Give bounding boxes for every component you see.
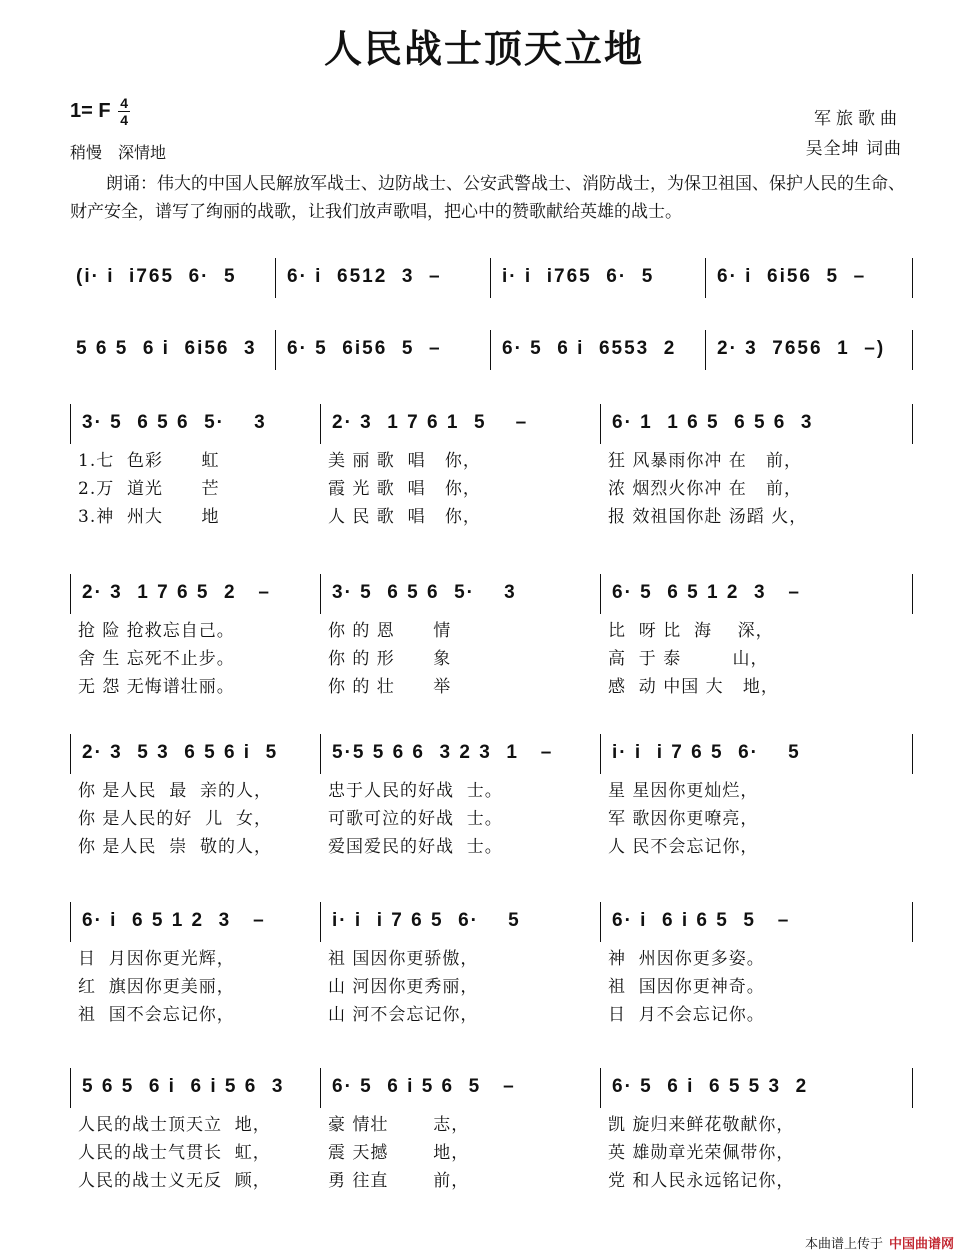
measure: 6· 5 6 5 1 2 3 – — [612, 582, 801, 603]
barline — [490, 330, 491, 370]
measure: i· i i 7 6 5 6· 5 — [332, 910, 521, 931]
lyric-line — [50, 500, 920, 528]
lyric-line — [50, 830, 920, 858]
key-label: 1= F — [70, 99, 111, 122]
barline — [912, 404, 913, 444]
lyric-segment: 豪 情壮 志， — [328, 1115, 470, 1135]
measure: 6· i 6 i 6 5 5 – — [612, 910, 791, 931]
footer-text: 本曲谱上传于 — [804, 1236, 883, 1251]
barline — [320, 574, 321, 614]
lyric-segment: 你 是人民 最 亲的人， — [78, 781, 273, 801]
barline — [705, 258, 706, 298]
lyric-segment: 日 月因你更光辉， — [78, 949, 235, 969]
barline — [320, 404, 321, 444]
barline — [490, 258, 491, 298]
lyric-segment: 祖 国因你更骄傲， — [328, 949, 479, 969]
barline — [912, 330, 913, 370]
barline — [320, 902, 321, 942]
barline — [70, 734, 71, 774]
measure: 5·5 5 6 6 3 2 3 1 – — [332, 742, 554, 763]
time-signature — [118, 96, 130, 127]
lyric-segment: 祖 国不会忘记你， — [78, 1005, 235, 1025]
lyric-segment: 人 民不会忘记你， — [608, 837, 759, 857]
measure: 2· 3 1 7 6 5 2 – — [82, 582, 271, 603]
lyric-line — [50, 802, 920, 830]
lyric-segment: 山 河因你更秀丽， — [328, 977, 479, 997]
composer-credit: 吴全坤 词曲 — [805, 139, 902, 159]
lyric-segment: 你 是人民 崇 敬的人， — [78, 837, 273, 857]
lyric-line — [50, 472, 920, 500]
lyric-segment: 神 州因你更多姿。 — [608, 949, 765, 969]
lyric-line — [50, 970, 920, 998]
notation-line — [50, 330, 920, 370]
lyric-segment: 震 天撼 地， — [328, 1143, 470, 1163]
lyric-line — [50, 614, 920, 642]
measure: 3· 5 6 5 6 5· 3 — [332, 582, 517, 603]
tempo-marking: 稍慢 深情地 — [70, 143, 167, 162]
measure: 2· 3 7656 1 –) — [717, 338, 886, 359]
music-system — [50, 574, 920, 698]
song-title: 人民战士顶天立地 — [323, 26, 644, 71]
barline — [70, 902, 71, 942]
barline — [912, 902, 913, 942]
barline — [320, 1068, 321, 1108]
lyric-segment: 星 星因你更灿烂， — [608, 781, 759, 801]
barline — [600, 1068, 601, 1108]
barline — [320, 734, 321, 774]
measure: 2· 3 5 3 6 5 6 i 5 — [82, 742, 279, 763]
lyric-segment: 狂 风暴雨你冲 在 前， — [608, 451, 803, 471]
lyric-segment: 2.万 道光 芒 — [78, 479, 220, 499]
lyric-segment: 可歌可泣的好战 士。 — [328, 809, 503, 829]
lyric-segment: 感 动 中国 大 地， — [608, 677, 779, 697]
measure: 6· 1 1 6 5 6 5 6 3 — [612, 412, 814, 433]
lyric-segment: 党 和人民永远铭记你， — [608, 1171, 795, 1191]
lyric-line — [50, 998, 920, 1026]
lyric-segment: 军 歌因你更嘹亮， — [608, 809, 759, 829]
lyric-segment: 浓 烟烈火你冲 在 前， — [608, 479, 803, 499]
measure: i· i i765 6· 5 — [502, 266, 655, 287]
lyric-segment: 勇 往直 前， — [328, 1171, 470, 1191]
notation-line — [50, 258, 920, 298]
measure: 6· i 6512 3 – — [287, 266, 442, 287]
key-signature — [70, 96, 130, 127]
barline — [70, 574, 71, 614]
measure: 6· 5 6 i 5 6 5 – — [332, 1076, 516, 1097]
notation-line — [50, 574, 920, 614]
barline — [70, 1068, 71, 1108]
measure: 5 6 5 6 i 6 i 5 6 3 — [82, 1076, 285, 1097]
measure: (i· i i765 6· 5 — [76, 266, 237, 287]
lyric-segment: 爱国爱民的好战 士。 — [328, 837, 503, 857]
site-logo: 中国曲谱网 — [888, 1236, 954, 1251]
lyric-segment: 人民的战士气贯长 虹， — [78, 1143, 271, 1163]
time-signature-top: 4 — [120, 95, 129, 111]
music-system — [50, 734, 920, 858]
barline — [912, 734, 913, 774]
lyric-segment: 你 的 壮 举 — [328, 677, 452, 697]
barline — [600, 404, 601, 444]
measure: 3· 5 6 5 6 5· 3 — [82, 412, 267, 433]
notation-line — [50, 902, 920, 942]
lyric-segment: 美 丽 歌 唱 你， — [328, 451, 481, 471]
measure: 6· i 6 5 1 2 3 – — [82, 910, 266, 931]
lyric-segment: 霞 光 歌 唱 你， — [328, 479, 481, 499]
lyric-segment: 1.七 色彩 虹 — [78, 451, 220, 471]
lyric-line — [50, 1136, 920, 1164]
lyric-segment: 抢 险 抢救忘自己。 — [78, 621, 235, 641]
footer — [805, 1233, 954, 1252]
lyric-line — [50, 1108, 920, 1136]
lyric-segment: 红 旗因你更美丽， — [78, 977, 235, 997]
notation-line — [50, 734, 920, 774]
lyric-segment: 人民的战士顶天立 地， — [78, 1115, 271, 1135]
barline — [600, 734, 601, 774]
lyric-segment: 日 月不会忘记你。 — [608, 1005, 765, 1025]
lyric-segment: 3.神 州大 地 — [78, 507, 220, 527]
recitation-text: 朗诵：伟大的中国人民解放军战士、边防战士、公安武警战士、消防战士，为保卫祖国、保护人民的生命、财产安全，谱写了绚丽的战歌，让我们放声歌唱，把心中的赞歌献给英雄的战士。 — [70, 174, 905, 222]
time-signature-bottom: 4 — [120, 112, 129, 128]
lyric-segment: 你 的 形 象 — [328, 649, 452, 669]
barline — [70, 404, 71, 444]
lyric-segment: 舍 生 忘死不止步。 — [78, 649, 235, 669]
notation-line — [50, 1068, 920, 1108]
lyric-segment: 忠于人民的好战 士。 — [328, 781, 503, 801]
barline — [912, 1068, 913, 1108]
lyric-line — [50, 444, 920, 472]
lyric-line — [50, 774, 920, 802]
barline — [705, 330, 706, 370]
music-system — [50, 330, 920, 370]
lyric-segment: 凯 旋归来鲜花敬献你， — [608, 1115, 795, 1135]
lyric-line — [50, 1164, 920, 1192]
measure: 6· 5 6 i 6 5 5 3 2 — [612, 1076, 809, 1097]
lyric-segment: 报 效祖国你赴 汤蹈 火， — [608, 507, 808, 527]
barline — [912, 258, 913, 298]
notation-line — [50, 404, 920, 444]
barline — [912, 574, 913, 614]
barline — [275, 258, 276, 298]
barline — [600, 902, 601, 942]
lyric-segment: 英 雄勋章光荣佩带你， — [608, 1143, 795, 1163]
measure: i· i i 7 6 5 6· 5 — [612, 742, 801, 763]
lyric-line — [50, 942, 920, 970]
music-system — [50, 258, 920, 298]
lyric-segment: 你 是人民的好 儿 女， — [78, 809, 273, 829]
music-system — [50, 902, 920, 1026]
music-system — [50, 1068, 920, 1192]
measure: 5 6 5 6 i 6i56 3 — [76, 338, 257, 359]
lyric-segment: 你 的 恩 情 — [328, 621, 452, 641]
lyric-segment: 比 呀 比 海 深， — [608, 621, 774, 641]
lyric-segment: 无 怨 无悔谱壮丽。 — [78, 677, 235, 697]
music-system — [50, 404, 920, 528]
lyric-line — [50, 670, 920, 698]
lyric-segment: 山 河不会忘记你， — [328, 1005, 479, 1025]
measure: 6· i 6i56 5 – — [717, 266, 867, 287]
lyric-line — [50, 642, 920, 670]
barline — [275, 330, 276, 370]
measure: 2· 3 1 7 6 1 5 – — [332, 412, 529, 433]
lyric-segment: 人民的战士义无反 顾， — [78, 1171, 271, 1191]
barline — [600, 574, 601, 614]
measure: 6· 5 6 i 6553 2 — [502, 338, 677, 359]
lyric-segment: 高 于 泰 山， — [608, 649, 769, 669]
measure: 6· 5 6i56 5 – — [287, 338, 442, 359]
lyric-segment: 祖 国因你更神奇。 — [608, 977, 765, 997]
genre-credit: 军旅歌曲 — [814, 109, 902, 129]
lyric-segment: 人 民 歌 唱 你， — [328, 507, 481, 527]
